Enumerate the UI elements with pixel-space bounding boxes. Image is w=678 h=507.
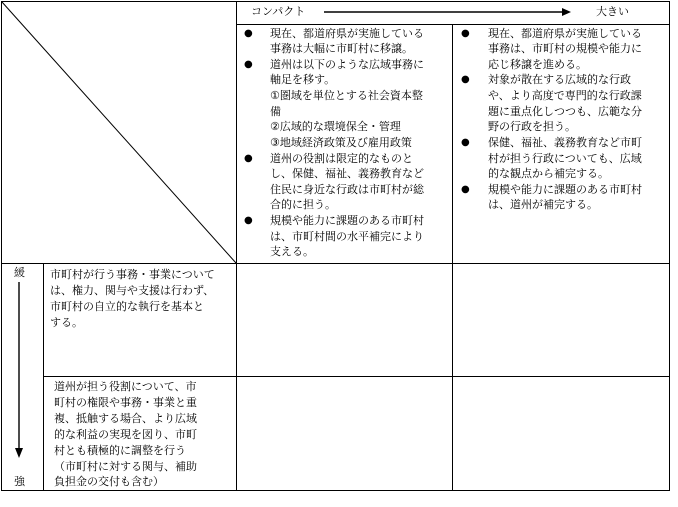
header-arrow-icon — [324, 6, 574, 18]
compact-line: 規模や能力に課題のある市町村 — [270, 214, 424, 227]
loose-line: 市町村の自立的な執行を基本と — [50, 300, 204, 313]
compact-line: 現在、都道府県が実施している — [270, 27, 424, 40]
bullet-icon: ● — [461, 74, 470, 85]
large-line: 応じ移譲を進める。 — [488, 58, 587, 71]
large-line: 事務は、市町村の規模や能力に — [488, 42, 642, 55]
compact-line: は、市町村間の水平補完により — [270, 230, 424, 243]
compact-line: ③地域経済政策及び雇用政策 — [270, 136, 412, 149]
side-top-label: 緩 — [14, 266, 25, 279]
large-line: 対象が散在する広域的な行政 — [488, 73, 631, 86]
compact-line: 備 — [270, 105, 281, 118]
loose-line: 市町村が行う事務・事業について — [50, 268, 215, 281]
bullet-icon: ● — [244, 153, 253, 164]
large-line: 野の行政を担う。 — [488, 120, 576, 133]
compact-line: 支える。 — [270, 245, 314, 258]
compact-line: 事務は大幅に市町村に移譲。 — [270, 42, 413, 55]
bullet-icon: ● — [244, 215, 253, 226]
bullet-icon: ● — [461, 28, 470, 39]
side-bottom-label: 強 — [14, 475, 25, 488]
loose-line: は、権力、関与や支援は行わず、 — [50, 284, 215, 297]
large-line: 現在、都道府県が実施している — [488, 27, 642, 40]
large-line: や、より高度で専門的な行政課 — [488, 89, 642, 102]
bullet-icon: ● — [244, 28, 253, 39]
header-left-label: コンパクト — [251, 5, 306, 18]
strong-line: （市町村に対する関与、補助 — [54, 460, 197, 473]
compact-line: 道州は以下のような広域事務に — [270, 58, 424, 71]
bullet-icon: ● — [461, 184, 470, 195]
compact-line: 住民に身近な行政は市町村が総 — [270, 183, 424, 196]
large-line: 的な観点から補完する。 — [488, 167, 609, 180]
strong-line: 負担金の交付も含む） — [54, 475, 164, 488]
strong-line: 村とも積極的に調整を行う — [54, 444, 186, 457]
compact-line: 道州の役割は限定的なものと — [270, 152, 413, 165]
compact-line: し、保健、福祉、義務教育など — [270, 167, 424, 180]
bullet-icon: ● — [461, 137, 470, 148]
compact-line: ②広域的な環境保全・管理 — [270, 120, 401, 133]
large-line: 村が担う行政についても、広域 — [488, 152, 642, 165]
side-arrow-icon — [13, 282, 25, 462]
large-line: 保健、福祉、義務教育など市町 — [488, 136, 642, 149]
large-line: 規模や能力に課題のある市町村 — [488, 183, 642, 196]
strong-line: 道州が担う役割について、市 — [54, 380, 197, 393]
strong-line: 的な利益の実現を図り、市町 — [54, 428, 197, 441]
compact-line: 合的に担う。 — [270, 198, 336, 211]
large-line: 題に重点化しつつも、広範な分 — [488, 105, 642, 118]
compact-line: ①圏域を単位とする社会資本整 — [270, 89, 423, 102]
large-line: は、道州が補完する。 — [488, 198, 598, 211]
header-right-label: 大きい — [596, 5, 629, 18]
bullet-icon: ● — [244, 59, 253, 70]
loose-line: する。 — [50, 316, 83, 329]
compact-line: 軸足を移す。 — [270, 73, 336, 86]
strong-line: 複、抵触する場合、より広域 — [54, 412, 197, 425]
strong-line: 町村の権限や事務・事業と重 — [54, 396, 197, 409]
